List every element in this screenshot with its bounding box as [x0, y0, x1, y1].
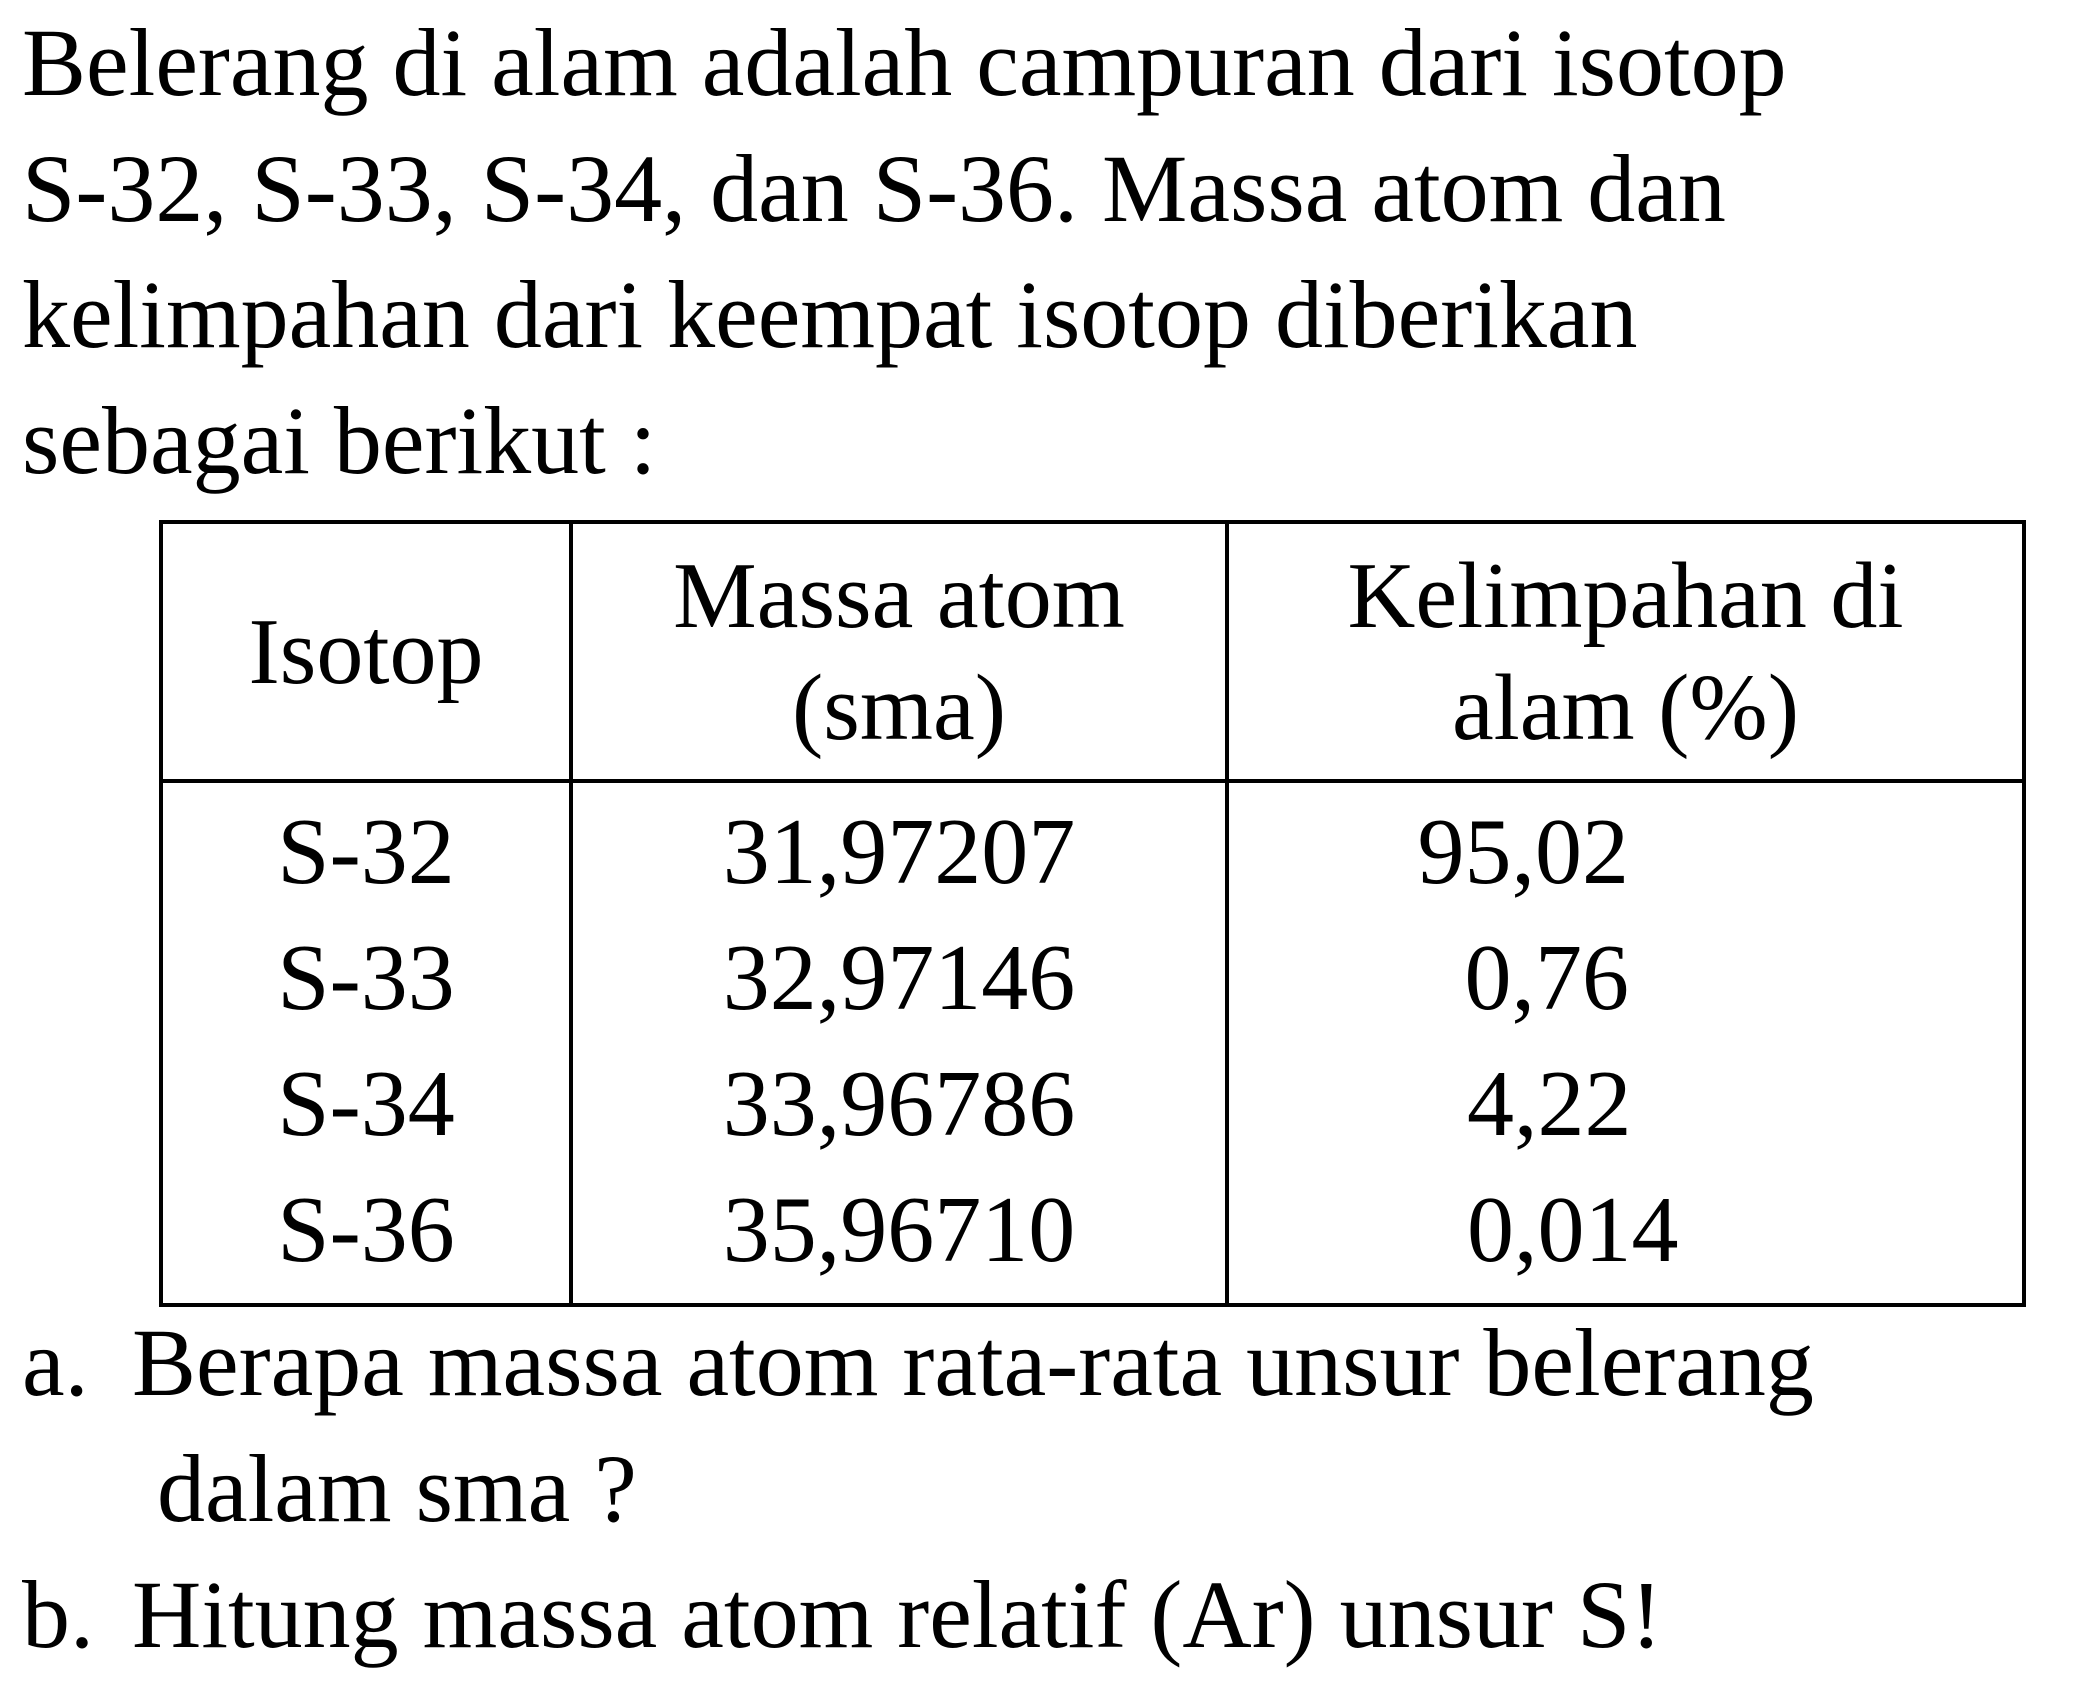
question-a-line-1: Berapa massa atom rata-rata unsur belerang — [132, 1309, 1814, 1416]
header-abundance-line-1: Kelimpahan di — [1347, 543, 1904, 648]
table-row — [161, 1041, 2024, 1167]
header-mass — [571, 522, 1227, 781]
cell-abundance-value: 0,014 — [1467, 1178, 1679, 1282]
intro-line-3: kelimpahan dari keempat isotop diberikan — [22, 261, 1638, 368]
cell-abundance — [1227, 1041, 2024, 1167]
cell-abundance-value: 4,22 — [1467, 1052, 1632, 1156]
question-a-line-2: dalam sma ? — [157, 1435, 637, 1542]
cell-mass: 32,97146 — [571, 915, 1227, 1041]
cell-mass: 33,96786 — [571, 1041, 1227, 1167]
header-abundance-line-2: alam (%) — [1451, 655, 1800, 760]
question-b — [22, 1552, 2072, 1678]
intro-line-2: S-32, S-33, S-34, dan S-36. Massa atom dan — [22, 135, 1726, 242]
header-mass-line-1: Massa atom — [673, 543, 1125, 648]
cell-isotop: S-36 — [161, 1167, 571, 1305]
table-row — [161, 1167, 2024, 1305]
intro-line-1: Belerang di alam adalah campuran dari isotop — [22, 9, 1787, 116]
cell-abundance-value: 95,02 — [1417, 800, 1629, 904]
header-isotop — [161, 522, 571, 781]
cell-abundance-value: 0,76 — [1464, 926, 1629, 1030]
question-a-marker: a. — [22, 1309, 89, 1416]
cell-isotop: S-34 — [161, 1041, 571, 1167]
question-b-marker: b. — [22, 1561, 94, 1668]
problem-statement — [22, 0, 2062, 504]
isotope-table — [159, 520, 2026, 1307]
header-isotop-label: Isotop — [248, 599, 484, 704]
header-abundance — [1227, 522, 2024, 781]
cell-abundance — [1227, 915, 2024, 1041]
cell-mass: 35,96710 — [571, 1167, 1227, 1305]
cell-isotop: S-33 — [161, 915, 571, 1041]
cell-abundance — [1227, 1167, 2024, 1305]
cell-mass: 31,97207 — [571, 781, 1227, 915]
table-header-row — [161, 522, 2024, 781]
header-mass-line-2: (sma) — [791, 655, 1007, 760]
table-row — [161, 781, 2024, 915]
intro-line-4: sebagai berikut : — [22, 387, 657, 494]
question-b-line-1: Hitung massa atom relatif (Ar) unsur S! — [132, 1561, 1663, 1668]
table-row — [161, 915, 2024, 1041]
question-a — [22, 1300, 2072, 1552]
cell-isotop: S-32 — [161, 781, 571, 915]
cell-abundance — [1227, 781, 2024, 915]
questions — [22, 1300, 2072, 1678]
